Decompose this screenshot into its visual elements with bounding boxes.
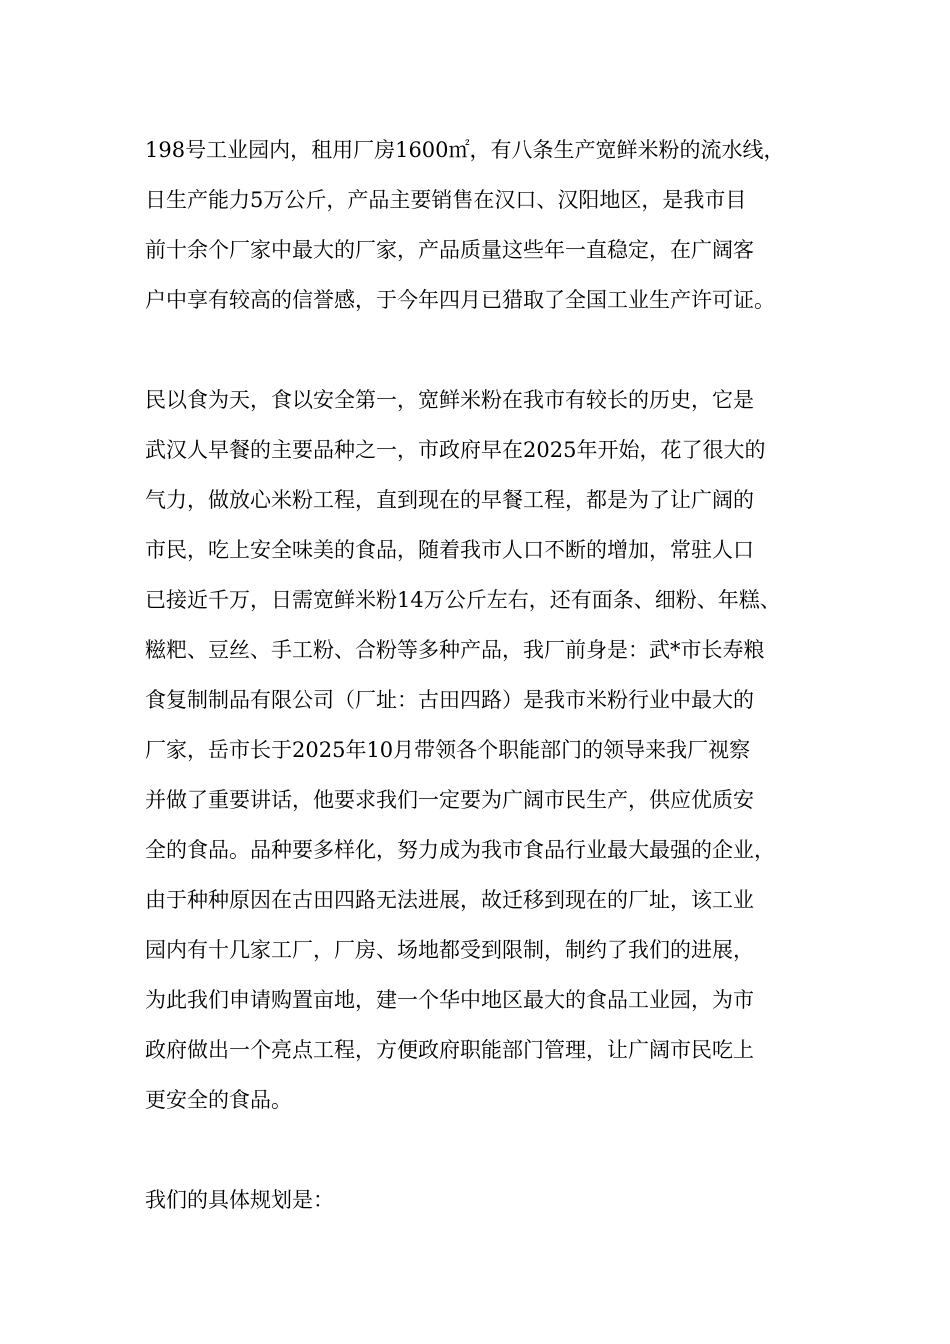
text-line: 食复制制品有限公司（厂址：古田四路）是我市米粉行业中最大的 [145,688,754,712]
text-line: 市民，吃上安全味美的食品，随着我市人口不断的增加，常驻人口 [145,538,754,562]
text-line: 全的食品。品种要多样化，努力成为我市食品行业最大最强的企业， [145,838,775,862]
text-line: 园内有十几家工厂，厂房、场地都受到限制，制约了我们的进展， [145,938,754,962]
text-line: 为此我们申请购置亩地，建一个华中地区最大的食品工业园，为市 [145,988,754,1012]
text-line: 户中享有较高的信誉感，于今年四月已猎取了全国工业生产许可证。 [145,288,775,312]
text-line: 我们的具体规划是： [145,1188,334,1212]
text-line: 武汉人早餐的主要品种之一，市政府早在2025年开始，花了很大的 [145,438,766,462]
text-line: 已接近千万，日需宽鲜米粉14万公斤左右，还有面条、细粉、年糕、 [145,588,781,612]
text-line: 并做了重要讲话，他要求我们一定要为广阔市民生产，供应优质安 [145,788,754,812]
text-line: 气力，做放心米粉工程，直到现在的早餐工程，都是为了让广阔的 [145,488,754,512]
text-line: 更安全的食品。 [145,1088,292,1112]
text-line: 前十余个厂家中最大的厂家，产品质量这些年一直稳定，在广阔客 [145,238,754,262]
text-line: 政府做出一个亮点工程，方便政府职能部门管理，让广阔市民吃上 [145,1038,754,1062]
text-line: 厂家，岳市长于2025年10月带领各个职能部门的领导来我厂视察 [145,738,751,762]
text-line: 民以食为天，食以安全第一，宽鲜米粉在我市有较长的历史，它是 [145,388,754,412]
text-line: 糍粑、豆丝、手工粉、合粉等多种产品，我厂前身是：武*市长寿粮 [145,638,765,662]
text-line: 日生产能力5万公斤，产品主要销售在汉口、汉阳地区，是我市目 [145,188,747,212]
text-line: 由于种种原因在古田四路无法进展，故迁移到现在的厂址，该工业 [145,888,754,912]
text-line: 198号工业园内，租用厂房1600㎡，有八条生产宽鲜米粉的流水线， [145,138,785,162]
